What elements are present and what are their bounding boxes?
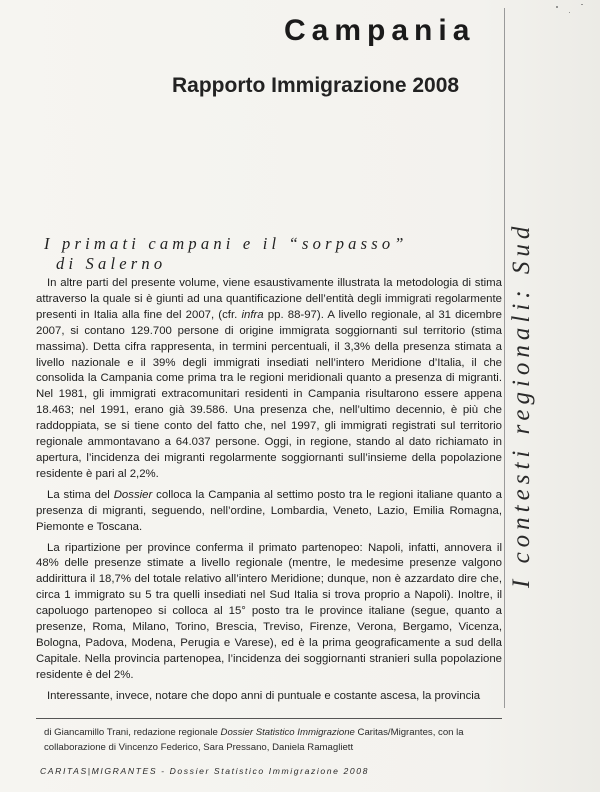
report-title: Rapporto Immigrazione 2008 [172, 74, 460, 97]
region-title: Campania [284, 14, 476, 47]
section-heading [44, 234, 484, 274]
scan-speck [556, 6, 558, 8]
footer-title: - Dossier Statistico Immigrazione 2008 [157, 766, 370, 776]
section-heading-line-1: I primati campani e il “sorpasso” [44, 234, 408, 253]
footnote-italic: Dossier Statistico Immigrazione [220, 727, 355, 738]
running-footer [40, 766, 510, 776]
paragraph-2 [36, 488, 502, 536]
paragraph-2-text-b: colloca la Campania al settimo posto tra le regioni italiane quanto a presenza di migranti, seguendo, nell’ordine, Lombardia, Veneto, Lazio, Emilia Romagna, Piemonte e Toscana. [36, 488, 502, 533]
section-heading-line-2: di Salerno [56, 254, 167, 273]
footnote-text-a: di Giancamillo Trani, redazione regionale [44, 727, 221, 738]
paragraph-3: La ripartizione per province conferma il primato partenopeo: Napoli, infatti, annovera il 48% delle presenze stimate a livello regionale (mentre, le medesime presenze valgono addirittura il 18,7% del totale relativo all’intero Meridione; dunque, non è azzardato dire che, circa 1 immigrato su 5 tra quelli insediati nel Sud Italia si trova proprio a Napoli). Inoltre, il capoluogo partenopeo si colloca al 15° posto tra le province italiane (segue, quanto a presenze, Roma, Milano, Torino, Brescia, Treviso, Firenze, Verona, Bergamo, Vicenza, Bologna, Padova, Modena, Perugia e Varese), ed è la prima geograficamente a sud della Capitale. Nella provincia partenopea, l’incidenza dei soggiornanti stranieri sulla popolazione residente è del 2%. [36, 541, 502, 681]
author-footnote [44, 726, 500, 755]
article-body [36, 276, 502, 705]
paragraph-1-text-b: pp. 88-97). A livello regionale, al 31 dicembre 2007, si contano 129.700 persone di origine immigrata soggiornanti sul territorio (stima massima). Detta cifra rappresenta, in termini percentuali, il 3,3% della presenza stimata a livello nazionale e il 39% degli immigrati insediati nell’intero Meridione d’Italia, il che consolida la Campania come prima tra le regioni meridionali quanto a presenza di migranti. Nel 1981, gli immigrati extracomunitari residenti in Campania risultarono essere appena 18.463; nel 1991, erano già 39.586. Una presenza che, nell’ultimo decennio, è più che raddoppiata, se si tiene conto del fatto che, nel 1997, gli immigrati registrati sul territorio regionale ammontavano a 64.037 persone. Oggi, in regione, stando al dato richiamato in apertura, l’incidenza dei migranti regolarmente soggiornanti sull’insieme della popolazione residente è pari al 2,2%. [36, 308, 502, 480]
scan-speck [581, 4, 583, 5]
scan-speck [569, 12, 570, 13]
footer-separator: | [87, 766, 92, 776]
footnote-divider [36, 718, 502, 719]
footer-caritas: CARITAS [40, 766, 88, 776]
footnote-text-b: Caritas/Migrantes, con la collaborazione di Vincenzo Federico, Sara Pressano, Daniela Ramagliett [44, 727, 464, 753]
section-side-label: I contesti regionali: Sud [508, 221, 535, 588]
paragraph-1 [36, 276, 502, 483]
paragraph-1-italic: infra [241, 308, 264, 321]
paragraph-4: Interessante, invece, notare che dopo anni di puntuale e costante ascesa, la provincia [47, 689, 481, 702]
paragraph-1-text-a: In altre parti del presente volume, viene esaustivamente illustrata la metodologia di stima attraverso la quale si è giunti ad una quantificazione dell’entità degli immigrati regolarmente presenti in Italia alla fine del 2007, (cfr. [36, 277, 502, 321]
margin-divider [504, 8, 505, 708]
paragraph-2-italic: Dossier [113, 488, 153, 501]
paragraph-2-text-a: La stima del [47, 488, 114, 501]
footer-migrantes: MIGRANTES [91, 766, 158, 776]
